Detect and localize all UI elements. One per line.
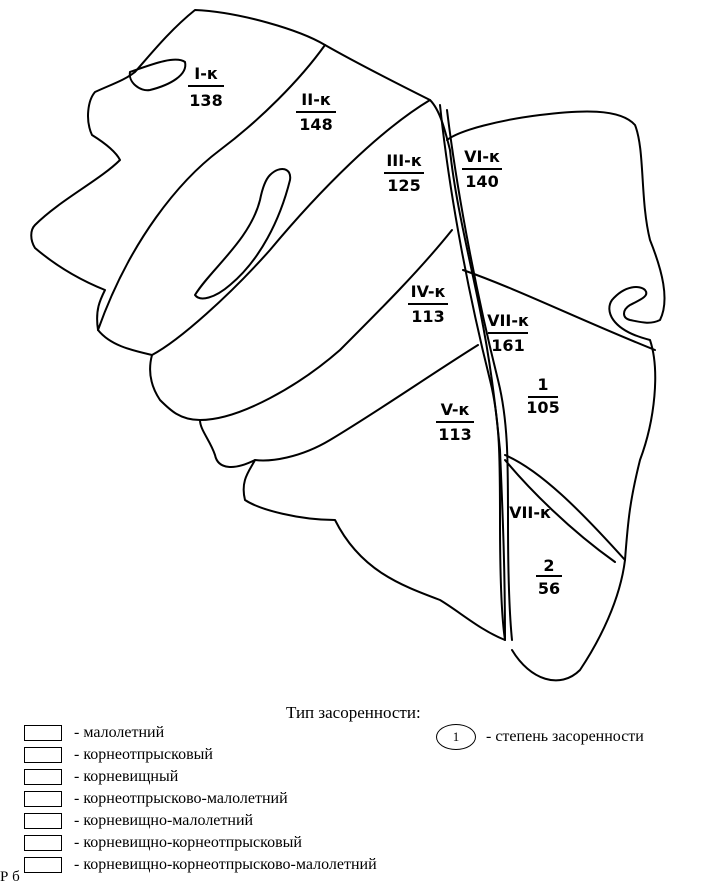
legend-item-label: - корнеотпрысковый [74, 746, 213, 763]
caption-fragment: Р б [0, 869, 20, 885]
field-divider-2 [152, 100, 430, 355]
legend-item-label: - малолетний [74, 724, 165, 741]
field-label-name: II-к [301, 90, 331, 109]
field-label-1 [188, 64, 224, 110]
legend-item [24, 744, 454, 766]
severity-label: - степень засоренности [486, 728, 644, 745]
legend-swatch [24, 769, 62, 785]
legend-swatch [24, 791, 62, 807]
legend-swatch [24, 725, 62, 741]
field-label-2 [296, 90, 336, 134]
legend-item [24, 832, 454, 854]
field-label-9 [509, 503, 551, 522]
severity-key [436, 724, 644, 750]
field-label-8 [436, 400, 474, 444]
field-inner-island [130, 60, 186, 91]
field-label-name: I-к [194, 64, 218, 83]
legend-item-label: - корневищно-корнеотпрысково-малолетний [74, 856, 377, 873]
legend-item [24, 766, 454, 788]
legend-swatch [24, 813, 62, 829]
legend-swatch [24, 857, 62, 873]
field-label-value: 125 [387, 176, 421, 195]
field-label-name: VII-к [487, 311, 529, 330]
field-label-name: 2 [543, 556, 555, 575]
field-label-value: 113 [411, 307, 445, 326]
field-label-name: 1 [537, 375, 549, 394]
field-label-value: 148 [299, 115, 333, 134]
severity-symbol: 1 [452, 729, 460, 744]
legend-swatch [24, 747, 62, 763]
legend-swatch [24, 835, 62, 851]
legend-item [24, 854, 454, 876]
field-label-value: 161 [491, 336, 525, 355]
legend-item [24, 788, 454, 810]
legend-list [24, 722, 454, 876]
field-label-value: 140 [465, 172, 499, 191]
field-label-10 [536, 556, 562, 598]
field-label-4 [462, 147, 502, 191]
field-label-name: V-к [440, 400, 470, 419]
field-label-7 [526, 375, 559, 417]
field-label-3 [384, 151, 424, 195]
legend-title: Тип засоренности: [286, 703, 421, 722]
field-label-value: 138 [189, 91, 223, 110]
legend-item [24, 810, 454, 832]
legend-item-label: - корневищно-корнеотпрысковый [74, 834, 302, 851]
field-label-value: 113 [438, 425, 472, 444]
field-label-6 [487, 311, 529, 355]
legend-item [24, 722, 454, 744]
field-label-name: IV-к [410, 282, 446, 301]
field-label-name: III-к [386, 151, 422, 170]
field-label-name: VI-к [464, 147, 500, 166]
field-label-name: VII-к [509, 503, 551, 522]
legend-item-label: - корнеотпрысково-малолетний [74, 790, 288, 807]
field-label-value: 56 [537, 579, 561, 598]
field-label-5 [408, 282, 448, 326]
field-divider-1 [98, 45, 325, 330]
field-label-value: 105 [526, 398, 560, 417]
legend-item-label: - корневищный [74, 768, 179, 785]
legend-item-label: - корневищно-малолетний [74, 812, 254, 829]
